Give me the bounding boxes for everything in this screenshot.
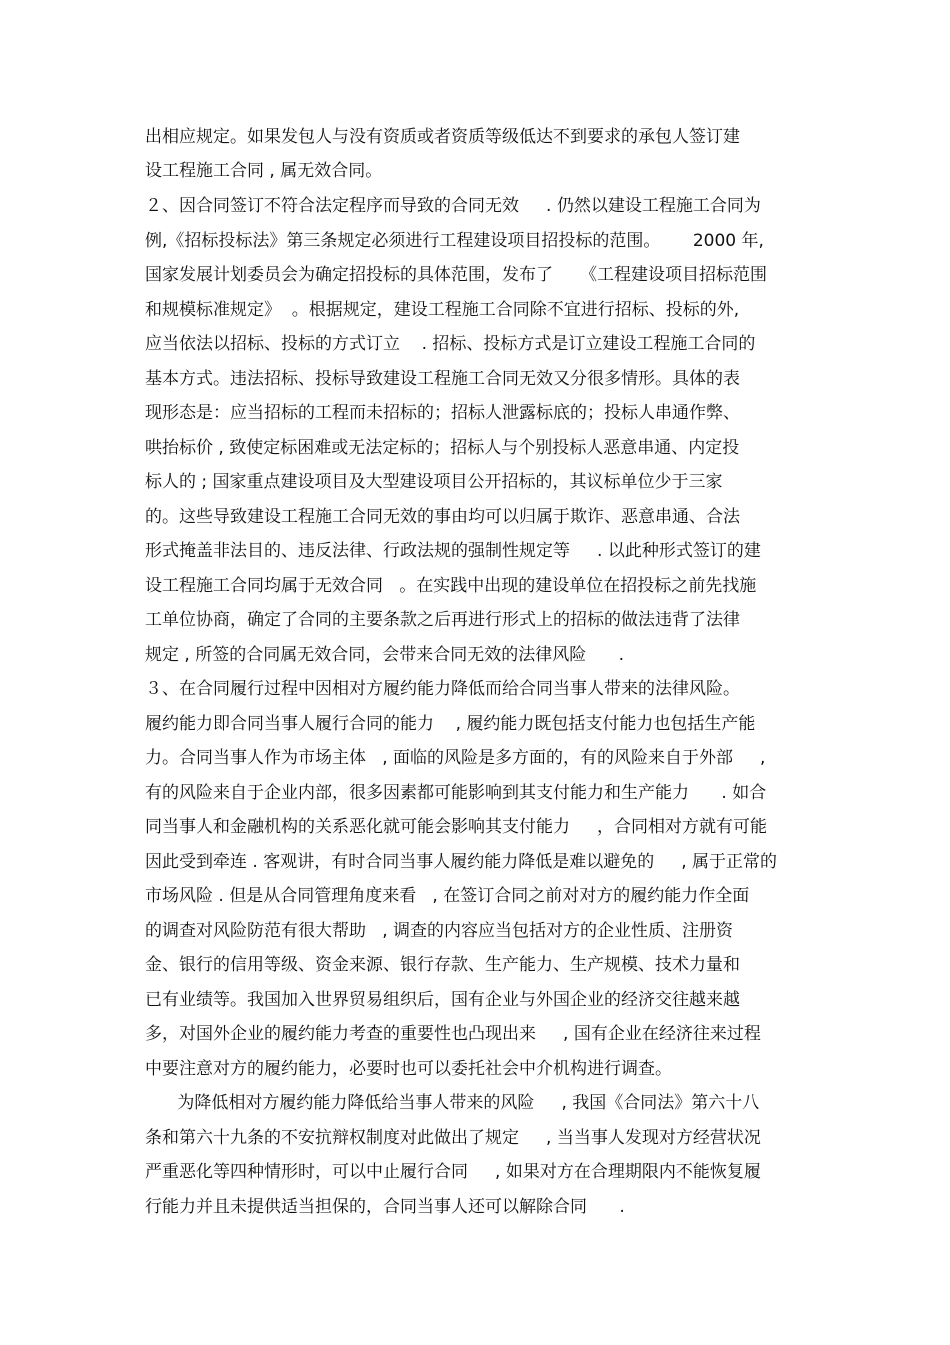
text-line: 中要注意对方的履约能力，必要时也可以委托社会中介机构进行调查。: [145, 1059, 672, 1079]
text-line: 形式掩盖非法目的、违反法律、行政法规的强制性规定等 . 以此种形式签订的建: [145, 541, 761, 561]
text-line: ２、因合同签订不符合法定程序而导致的合同无效 . 仍然以建设工程施工合同为: [145, 196, 761, 216]
text-line: 规定 , 所签的合同属无效合同，会带来合同无效的法律风险 .: [145, 645, 625, 665]
text-line: 的。这些导致建设工程施工合同无效的事由均可以归属于欺诈、恶意串通、合法: [145, 507, 740, 527]
text-line: 和规模标准规定》 。根据规定，建设工程施工合同除不宜进行招标、投标的外,: [145, 300, 740, 320]
text-line: 金、银行的信用等级、资金来源、银行存款、生产能力、生产规模、技术力量和: [145, 955, 740, 975]
text-line: 例,《招标投标法》第三条规定必须进行工程建设项目招投标的范围。 2000 年,: [145, 231, 764, 251]
text-line: 市场风险 . 但是从合同管理角度来看 , 在签订合同之前对对方的履约能力作全面: [145, 886, 750, 906]
text-line: 多，对国外企业的履约能力考查的重要性也凸现出来 , 国有企业在经济往来过程: [145, 1024, 761, 1044]
text-line: 因此受到牵连 . 客观讲，有时合同当事人履约能力降低是难以避免的 , 属于正常的: [145, 852, 778, 872]
text-line: 的调查对风险防范有很大帮助 , 调查的内容应当包括对方的企业性质、注册资: [145, 921, 734, 941]
text-line: 力。合同当事人作为市场主体 , 面临的风险是多方面的，有的风险来自于外部 ,: [145, 748, 766, 768]
text-line: ３、在合同履行过程中因相对方履约能力降低而给合同当事人带来的法律风险。: [145, 679, 740, 699]
text-line: 应当依法以招标、投标的方式订立 . 招标、投标方式是订立建设工程施工合同的: [145, 334, 756, 354]
text-line: 严重恶化等四种情形时，可以中止履行合同 , 如果对方在合理期限内不能恢复履: [145, 1162, 761, 1182]
text-line: 设工程施工合同均属于无效合同 。在实践中出现的建设单位在招投标之前先找施: [145, 576, 757, 596]
text-line: 条和第六十九条的不安抗辩权制度对此做出了规定 , 当当事人发现对方经营状况: [145, 1128, 761, 1148]
text-line: 现形态是：应当招标的工程而未招标的；招标人泄露标底的；投标人串通作弊、: [145, 403, 740, 423]
text-line: 同当事人和金融机构的关系恶化就可能会影响其支付能力 ，合同相对方就有可能: [145, 817, 768, 837]
text-line: 设工程施工合同 , 属无效合同。: [145, 161, 383, 181]
text-line: 为降低相对方履约能力降低给当事人带来的风险 , 我国《合同法》第六十八: [145, 1093, 760, 1113]
text-line: 标人的 ; 国家重点建设项目及大型建设项目公开招标的，其议标单位少于三家: [145, 472, 723, 492]
text-line: 工单位协商，确定了合同的主要条款之后再进行形式上的招标的做法违背了法律: [145, 610, 740, 630]
text-line: 哄抬标价 , 致使定标困难或无法定标的；招标人与个别投标人恶意串通、内定投: [145, 438, 740, 458]
text-line: 有的风险来自于企业内部，很多因素都可能影响到其支付能力和生产能力 . 如合: [145, 783, 767, 803]
text-line: 出相应规定。如果发包人与没有资质或者资质等级低达不到要求的承包人签订建: [145, 127, 740, 147]
text-line: 基本方式。违法招标、投标导致建设工程施工合同无效又分很多情形。具体的表: [145, 369, 740, 389]
text-line: 行能力并且未提供适当担保的，合同当事人还可以解除合同 .: [145, 1197, 625, 1217]
text-line: 国家发展计划委员会为确定招投标的具体范围，发布了 《工程建设项目招标范围: [145, 265, 768, 285]
text-line: 履约能力即合同当事人履行合同的能力 , 履约能力既包括支付能力也包括生产能: [145, 714, 756, 734]
text-line: 已有业绩等。我国加入世界贸易组织后，国有企业与外国企业的经济交往越来越: [145, 990, 740, 1010]
